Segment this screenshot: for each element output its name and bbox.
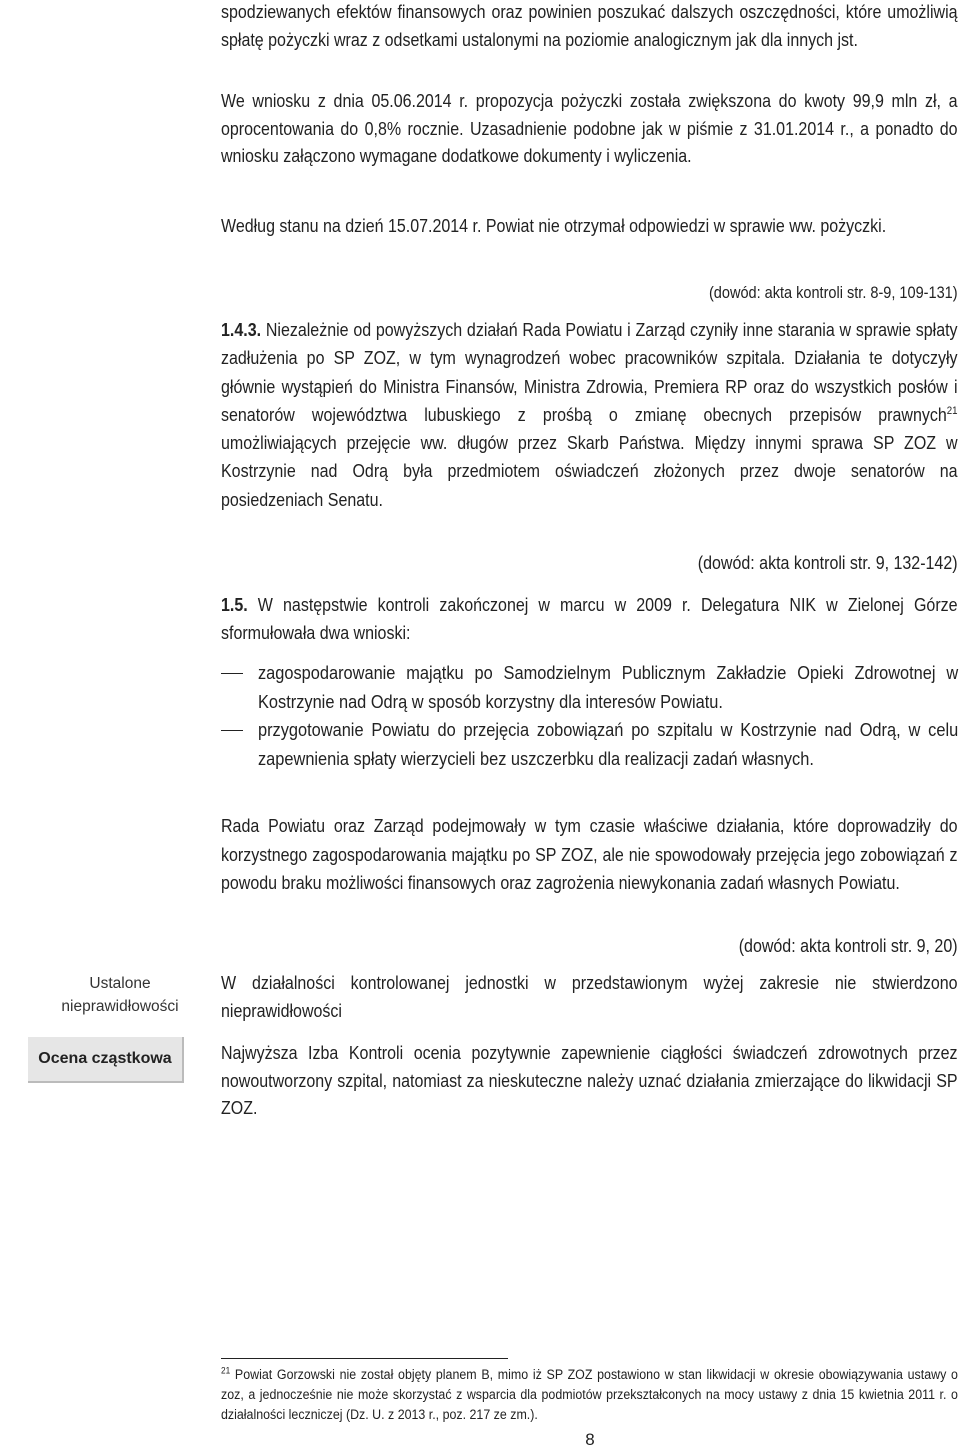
paragraph-ocena: Najwyższa Izba Kontroli ocenia pozytywnie zapewnienie ciągłości świadczeń zdrowotnych przez nowoutworzony szpital, natomiast za nieskuteczne należy uznać działania zmierzające do likwidacji SP ZOZ. — [221, 1043, 958, 1118]
paragraph-ustalone: W działalności kontrolowanej jednostki w przedstawionym wyżej zakresie nie stwierdzono nieprawidłowości — [221, 973, 958, 1021]
dash-bullet-icon — [221, 673, 243, 674]
section-1-5 — [221, 592, 958, 647]
sidebar-label-ustalone: Ustalone nieprawidłowości — [61, 975, 179, 1015]
paragraph-wniosek: We wniosku z dnia 05.06.2014 r. propozycja pożyczki została zwiększona do kwoty 99,9 mln zł, a oprocentowania do 0,8% rocznie. Uzasadnienie podobne jak w piśmie z 31.01.2014 r., a ponadto do wniosku załączono wymagane dodatkowe dokumenty i wyliczenia. — [221, 91, 958, 166]
paragraph-rada: Rada Powiatu oraz Zarząd podejmowały w tym czasie właściwe działania, które doprowadziły do korzystnego zagospodarowania majątku po SP ZOZ, ale nie spowodowały przejęcia jego zobowiązań z powodu braku możliwości finansowych oraz zagrożenia niewykonania zadań własnych Powiatu. — [221, 816, 958, 893]
page-number: 8 — [585, 1430, 595, 1449]
dash-bullet-icon — [221, 730, 243, 731]
section-text-cont: umożliwiających przejęcie ww. długów przez Skarb Państwa. Między innymi sprawa SP ZOZ w Kostrzynie nad Odrą była przedmiotem oświadczeń złożonych przez dwoje senatorów na posiedzeniach Senatu. — [221, 433, 958, 510]
footnote-marker: 21 — [221, 1365, 231, 1376]
footnote — [221, 1365, 958, 1425]
paragraph-stan: Według stanu na dzień 15.07.2014 r. Powiat nie otrzymał odpowiedzi w sprawie ww. pożyczki. — [221, 216, 887, 236]
evidence-2: (dowód: akta kontroli str. 9, 132-142) — [697, 553, 958, 573]
section-number: 1.5. — [221, 595, 248, 615]
section-number: 1.4.3. — [221, 320, 262, 340]
footnote-separator — [221, 1358, 508, 1359]
footnote-ref: 21 — [946, 404, 958, 417]
sidebar-label-ocena — [28, 1037, 184, 1083]
evidence-3: (dowód: akta kontroli str. 9, 20) — [738, 936, 958, 956]
section-text: Niezależnie od powyższych działań Rada Powiatu i Zarząd czyniły inne starania w sprawie spłaty zadłużenia po SP ZOZ, w tym wynagrodzeń wobec pracowników szpitala. Działania te dotyczyły głównie wystąpień do Ministra Finansów, Ministra Zdrowia, Premiera RP oraz do wszystkich posłów i senatorów województwa lubuskiego z prośbą o zmianę obecnych przepisów prawnych — [221, 320, 958, 425]
section-1-4-3 — [221, 316, 958, 514]
evidence-1: (dowód: akta kontroli str. 8-9, 109-131) — [708, 284, 958, 302]
footnote-text: Powiat Gorzowski nie został objęty planem B, mimo iż SP ZOZ postawiono w stan likwidacji w okresie obowiązywania ustawy o zoz, a jednocześnie nie może skorzystać z wsparcia dla podmiotów przekształconych na mocy ustawy z dnia 15 kwietnia 2011 r. o działalności leczniczej (Dz. U. z 2013 r., poz. 217 ze zm.). — [221, 1367, 958, 1422]
sidebar-label-ocena-text: Ocena cząstkowa — [38, 1050, 172, 1067]
paragraph-top: spodziewanych efektów finansowych oraz powinien poszukać dalszych oszczędności, które umożliwią spłatę pożyczki wraz z odsetkami ustalonymi na poziomie analogicznym jak dla innych jst. — [221, 2, 958, 50]
section-text: W następstwie kontroli zakończonej w marcu w 2009 r. Delegatura NIK w Zielonej Górze sformułowała dwa wnioski: — [221, 595, 958, 643]
